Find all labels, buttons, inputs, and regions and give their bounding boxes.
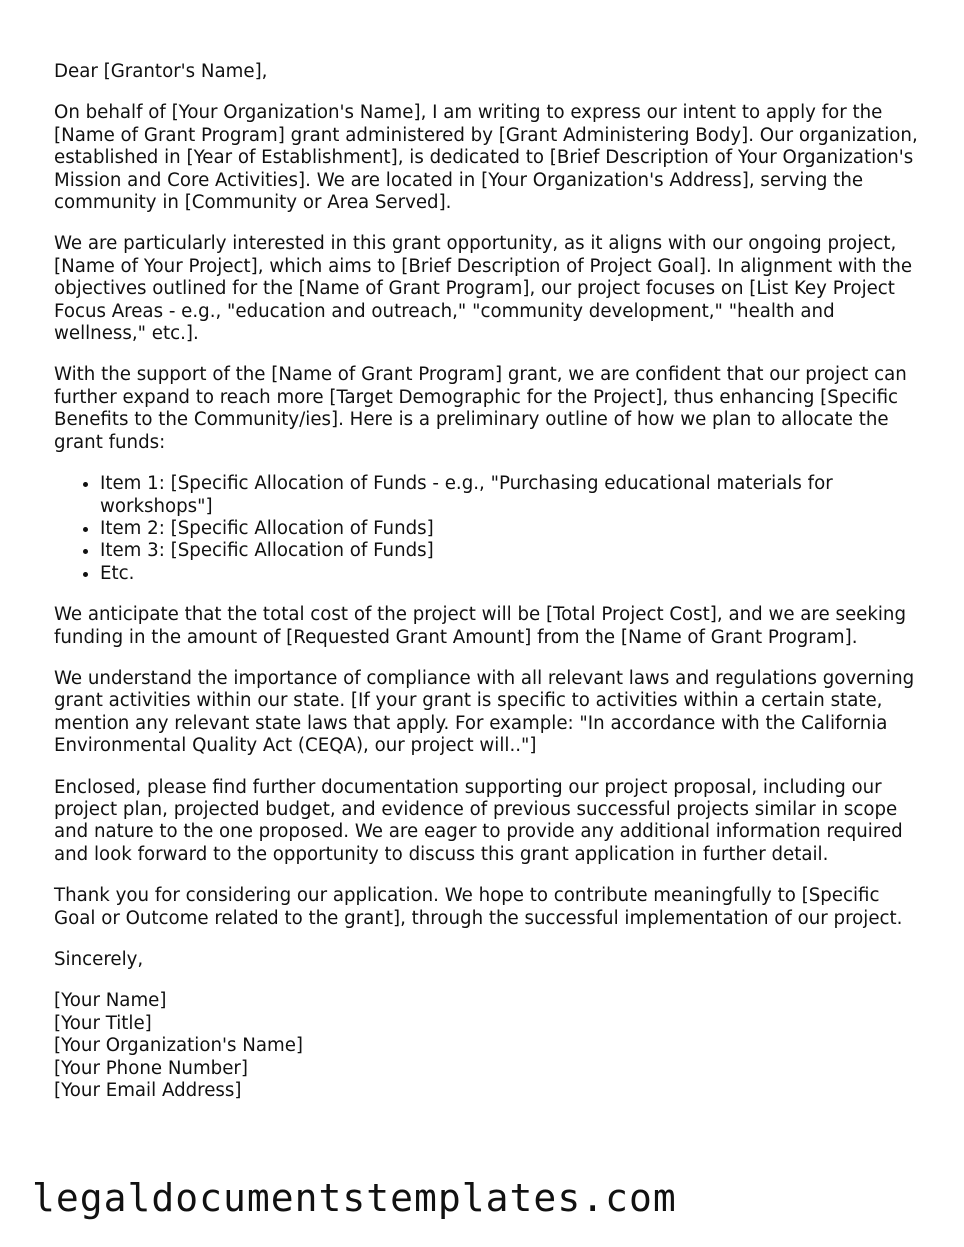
project-cost-paragraph: We anticipate that the total cost of the project will be [Total Project Cost], and we are seeking funding in the amount of [Requested Grant Amount] from the [Name of Grant Program]. bbox=[54, 604, 906, 648]
site-watermark: legaldocumentstemplates.com bbox=[32, 1176, 677, 1220]
list-item: • Item 1: [Specific Allocation of Funds - e.g., "Purchasing educational materials for workshops"] bbox=[100, 473, 924, 518]
thank-you-paragraph: Thank you for considering our application. We hope to contribute meaningfully to [Specific Goal or Outcome related to the grant], through the successful implementation of our project. bbox=[54, 885, 903, 929]
signature-title: [Your Title] bbox=[54, 1012, 152, 1034]
signature-phone: [Your Phone Number] bbox=[54, 1057, 248, 1079]
list-item: • Etc. bbox=[100, 563, 924, 585]
list-item: • Item 2: [Specific Allocation of Funds] bbox=[100, 518, 924, 540]
signature-block bbox=[54, 990, 924, 1102]
project-alignment-paragraph: We are particularly interested in this grant opportunity, as it aligns with our ongoing project, [Name of Your Project], which aims to [Brief Description of Project Goal]. In alignment with the objectives outlined for the [Name of Grant Program], our project focuses on [List Key Project Focus Areas - e.g., "education and outreach," "community development," "health and wellness," etc.]. bbox=[54, 233, 913, 345]
signature-name: [Your Name] bbox=[54, 990, 167, 1012]
signature-organization: [Your Organization's Name] bbox=[54, 1035, 303, 1057]
funding-outline-paragraph: With the support of the [Name of Grant Program] grant, we are confident that our project can further expand to reach more [Target Demographic for the Project], thus enhancing [Specific Benefits to the Community/ies]. Here is a preliminary outline of how we plan to allocate the grant funds: bbox=[54, 364, 907, 453]
list-item: • Item 3: [Specific Allocation of Funds] bbox=[100, 540, 924, 562]
signoff: Sincerely, bbox=[54, 949, 144, 970]
compliance-paragraph: We understand the importance of compliance with all relevant laws and regulations governing grant activities within our state. [If your grant is specific to activities within a certain state, mention any relevant state laws that apply. For example: "In accordance with the California Environmental Quality Act (CEQA), our project will.."] bbox=[54, 667, 915, 757]
signature-email: [Your Email Address] bbox=[54, 1080, 242, 1102]
intro-paragraph: On behalf of [Your Organization's Name], I am writing to express our intent to apply for the [Name of Grant Program] grant administered by [Grant Administering Body]. Our organization, established in [Year of Establishment], is dedicated to [Brief Description of Your Organization's Mission and Core Activities]. We are located in [Your Organization's Address], serving the community in [Community or Area Served]. bbox=[54, 102, 918, 214]
salutation: Dear [Grantor's Name], bbox=[54, 61, 268, 82]
letter-body bbox=[54, 61, 924, 1102]
documentation-paragraph: Enclosed, please find further documentation supporting our project proposal, including our project plan, projected budget, and evidence of previous successful projects similar in scope and nature to the one proposed. We are eager to provide any additional information required and look forward to the opportunity to discuss this grant application in further detail. bbox=[54, 776, 903, 865]
fund-allocation-list bbox=[54, 473, 924, 585]
